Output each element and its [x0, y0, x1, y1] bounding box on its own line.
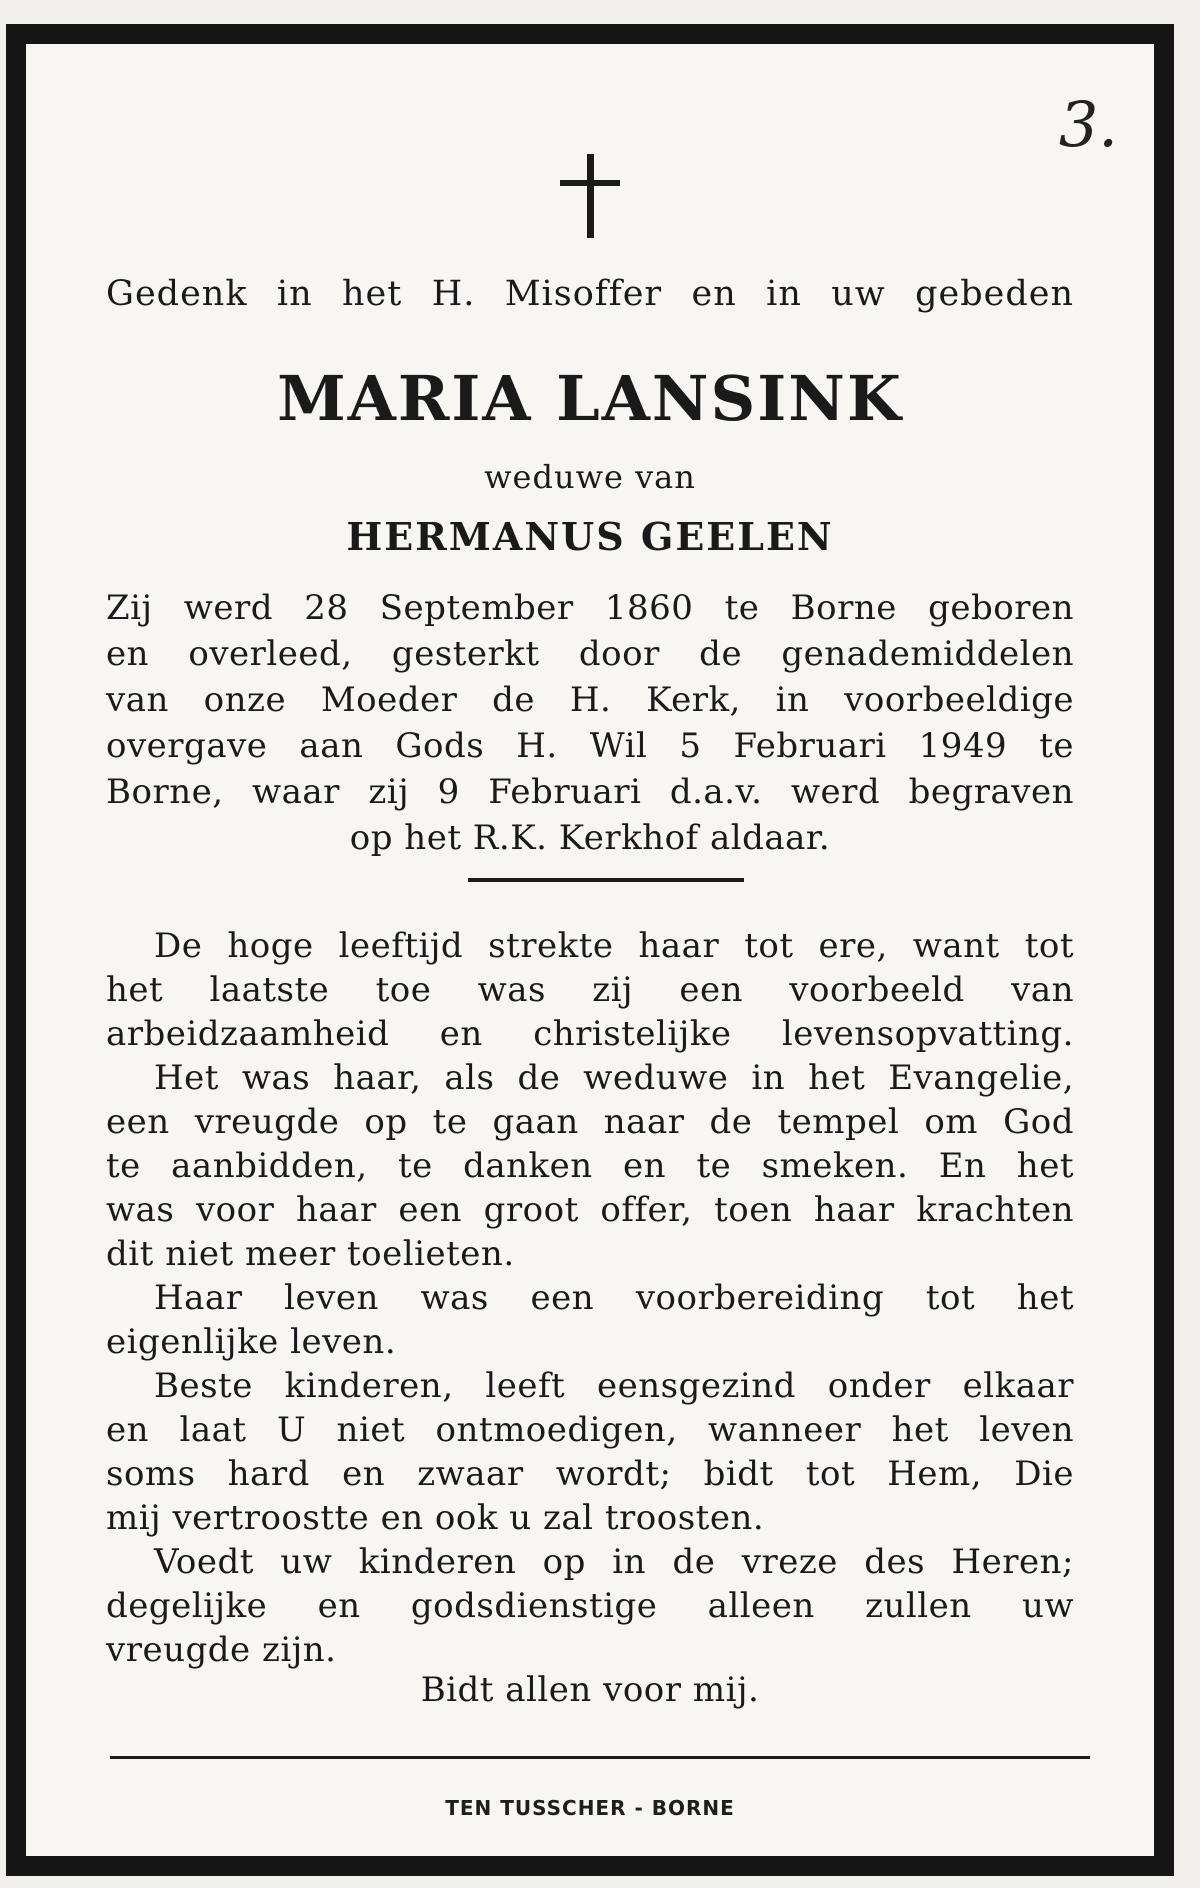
body-line-10: eigenlijke leven.: [106, 1322, 397, 1362]
widow-of-line: weduwe van: [484, 458, 696, 496]
bio-line-6: op het R.K. Kerkhof aldaar.: [349, 818, 831, 858]
body-line-13: soms hard en zwaar wordt; bidt tot Hem, Die: [106, 1454, 1074, 1494]
husband-name: HERMANUS GEELEN: [346, 514, 834, 559]
body-line-2: het laatste toe was zij een voorbeeld van: [106, 970, 1074, 1010]
body-line-1: De hoge leeftijd strekte haar tot ere, want tot: [154, 926, 1074, 966]
printer-credit: TEN TUSSCHER - BORNE: [445, 1796, 735, 1820]
bio-line-3: van onze Moeder de H. Kerk, in voorbeeldige: [106, 680, 1074, 720]
closing-prayer: Bidt allen voor mij.: [420, 1670, 760, 1710]
corner-number: 3.: [1058, 88, 1118, 161]
card-content: [26, 44, 1154, 1856]
body-line-7: was voor haar een groot offer, toen haar krachten: [106, 1190, 1074, 1230]
memorial-card: [6, 24, 1174, 1876]
body-line-8: dit niet meer toelieten.: [106, 1234, 515, 1274]
body-line-14: mij vertroostte en ook u zal troosten.: [106, 1498, 765, 1538]
body-line-11: Beste kinderen, leeft eensgezind onder elkaar: [154, 1366, 1074, 1406]
body-line-4: Het was haar, als de weduwe in het Evangelie,: [154, 1058, 1074, 1098]
bio-line-1: Zij werd 28 September 1860 te Borne geboren: [106, 588, 1074, 628]
bio-line-2: en overleed, gesterkt door de genademiddelen: [106, 634, 1074, 674]
body-line-17: vreugde zijn.: [106, 1630, 337, 1670]
intro-line: Gedenk in het H. Misoffer en in uw gebeden: [106, 274, 1074, 314]
deceased-name: MARIA LANSINK: [277, 362, 903, 435]
bottom-divider: [110, 1756, 1090, 1759]
bio-line-4: overgave aan Gods H. Wil 5 Februari 1949 te: [106, 726, 1074, 766]
bio-line-5: Borne, waar zij 9 Februari d.a.v. werd begraven: [106, 772, 1074, 812]
body-line-15: Voedt uw kinderen op in de vreze des Heren;: [154, 1542, 1074, 1582]
body-line-12: en laat U niet ontmoedigen, wanneer het leven: [106, 1410, 1074, 1450]
body-line-6: te aanbidden, te danken en te smeken. En het: [106, 1146, 1074, 1186]
body-line-9: Haar leven was een voorbereiding tot het: [154, 1278, 1074, 1318]
body-line-3: arbeidzaamheid en christelijke levensopvatting.: [106, 1014, 1074, 1054]
cross-icon: [560, 154, 620, 238]
short-divider: [468, 878, 744, 882]
body-line-16: degelijke en godsdienstige alleen zullen uw: [106, 1586, 1074, 1626]
body-line-5: een vreugde op te gaan naar de tempel om God: [106, 1102, 1074, 1142]
